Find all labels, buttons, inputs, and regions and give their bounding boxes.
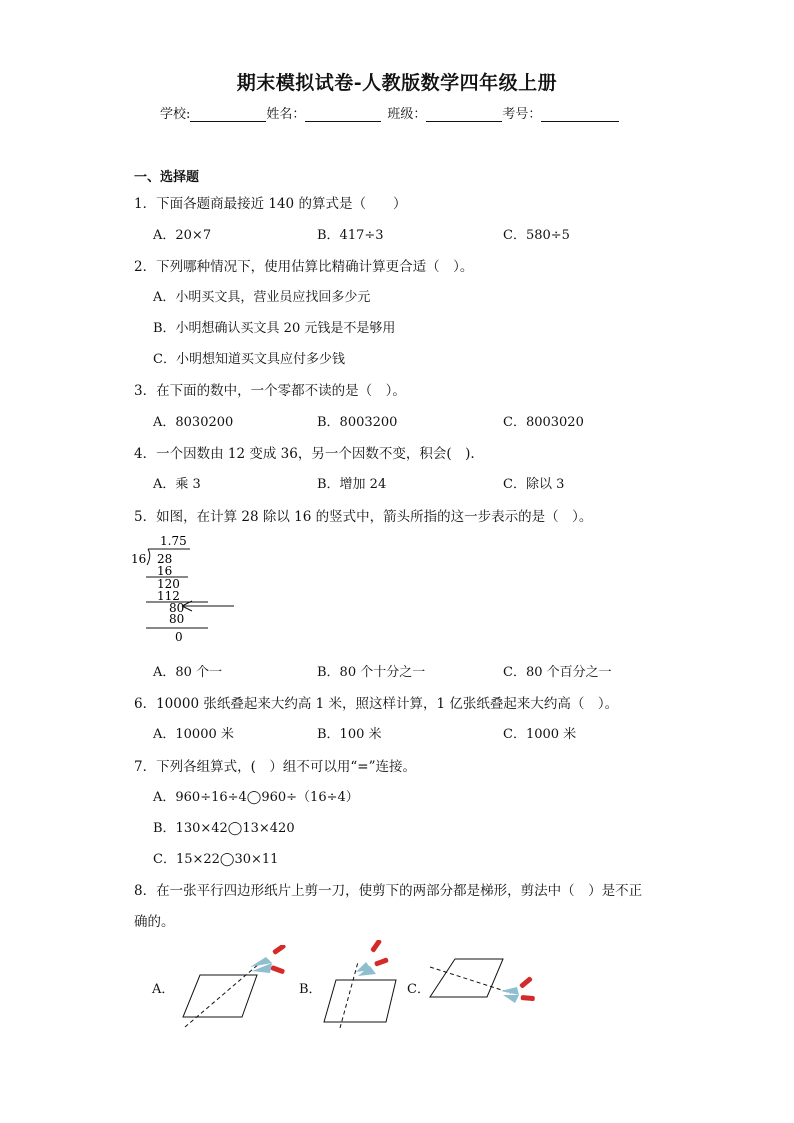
- parallelogram-a: [183, 975, 257, 1017]
- q1-option-b[interactable]: B．417÷3: [317, 228, 384, 243]
- step-1-text: 16: [157, 564, 173, 578]
- q2-option-b[interactable]: B．小明想确认买文具 20 元钱是不是够用: [153, 321, 396, 336]
- division-bracket: [147, 549, 150, 565]
- question-2: 2．下列哪种情况下，使用估算比精确计算更合适（ ）。: [134, 259, 474, 275]
- q3-option-a[interactable]: A．8030200: [153, 415, 234, 430]
- question-1: 1．下面各题商最接近 140 的算式是（ ）: [134, 196, 407, 212]
- divisor-text: 16: [131, 552, 147, 566]
- question-4: 4．一个因数由 12 变成 36，另一个因数不变，积会( ).: [134, 446, 475, 462]
- step-2-text: 120: [157, 577, 180, 591]
- scissors-icon: [501, 976, 535, 1003]
- long-division-figure: [128, 532, 243, 648]
- q5-option-a[interactable]: A．80 个一: [153, 665, 223, 680]
- q6-option-b[interactable]: B．100 米: [317, 727, 382, 742]
- step-4-text: 80: [169, 601, 185, 615]
- question-7: 7．下列各组算式，( ）组不可以用“=”连接。: [134, 759, 416, 775]
- q5-option-b[interactable]: B．80 个十分之一: [317, 665, 426, 680]
- q8-option-c-label[interactable]: C．: [407, 982, 430, 997]
- q7-option-b[interactable]: B．130×42◯13×420: [153, 821, 295, 836]
- number-label: 考号：: [502, 107, 542, 122]
- q8-option-a-figure[interactable]: [180, 945, 295, 1030]
- section-title: 一、选择题: [134, 170, 200, 185]
- question-8-line-1: 8．在一张平行四边形纸片上剪一刀，使剪下的两部分都是梯形，剪法中（ ）是不正: [134, 883, 643, 899]
- q6-option-c[interactable]: C．1000 米: [503, 727, 577, 742]
- parallelogram-c: [430, 959, 503, 997]
- parallelogram-b: [324, 980, 396, 1022]
- school-label: 学校:: [160, 107, 191, 122]
- q7-option-a[interactable]: A．960÷16÷4◯960÷（16÷4）: [153, 790, 359, 805]
- scissors-icon: [250, 945, 286, 974]
- q2-option-a[interactable]: A．小明买文具，营业员应找回多少元: [153, 290, 371, 305]
- student-info-line: [160, 103, 619, 122]
- q6-option-a[interactable]: A．10000 米: [153, 727, 234, 742]
- q8-option-a-label[interactable]: A．: [152, 982, 175, 997]
- cut-line-b: [340, 962, 358, 1028]
- q5-option-c[interactable]: C．80 个百分之一: [503, 665, 612, 680]
- q4-option-b[interactable]: B．增加 24: [317, 477, 387, 492]
- dividend-text: 28: [157, 552, 173, 566]
- q7-option-c[interactable]: C．15×22◯30×11: [153, 852, 279, 867]
- q4-option-c[interactable]: C．除以 3: [503, 477, 565, 492]
- quotient-text: 1.75: [160, 534, 187, 548]
- step-6-text: 0: [175, 630, 183, 644]
- q8-option-b-figure[interactable]: [318, 940, 408, 1030]
- step-5-text: 80: [169, 612, 185, 626]
- scissors-icon: [356, 940, 389, 976]
- q1-option-c[interactable]: C．580÷5: [503, 228, 570, 243]
- step-3-text: 112: [157, 589, 180, 603]
- cut-line-c: [430, 967, 511, 993]
- name-blank: [305, 107, 381, 122]
- q2-option-c[interactable]: C．小明想知道买文具应付多少钱: [153, 352, 345, 367]
- q3-option-c[interactable]: C．8003020: [503, 415, 584, 430]
- question-8-line-2: 确的。: [134, 914, 175, 930]
- question-6: 6．10000 张纸叠起来大约高 1 米，照这样计算，1 亿张纸叠起来大约高（ ）。: [134, 696, 619, 712]
- class-label: 班级：: [387, 107, 427, 122]
- q3-option-b[interactable]: B．8003200: [317, 415, 398, 430]
- class-blank: [426, 107, 502, 122]
- question-3: 3．在下面的数中，一个零都不读的是（ ）。: [134, 383, 406, 399]
- school-blank: [190, 107, 266, 122]
- name-label: 姓名：: [266, 107, 306, 122]
- q8-option-c-figure[interactable]: [425, 955, 540, 1010]
- number-blank: [541, 107, 619, 122]
- q1-option-a[interactable]: A．20×7: [153, 228, 212, 243]
- q4-option-a[interactable]: A．乘 3: [153, 477, 201, 492]
- question-5: 5．如图，在计算 28 除以 16 的竖式中，箭头所指的这一步表示的是（ ）。: [134, 509, 593, 525]
- page-title: 期末模拟试卷-人教版数学四年级上册: [236, 72, 558, 94]
- q8-option-b-label[interactable]: B．: [299, 982, 322, 997]
